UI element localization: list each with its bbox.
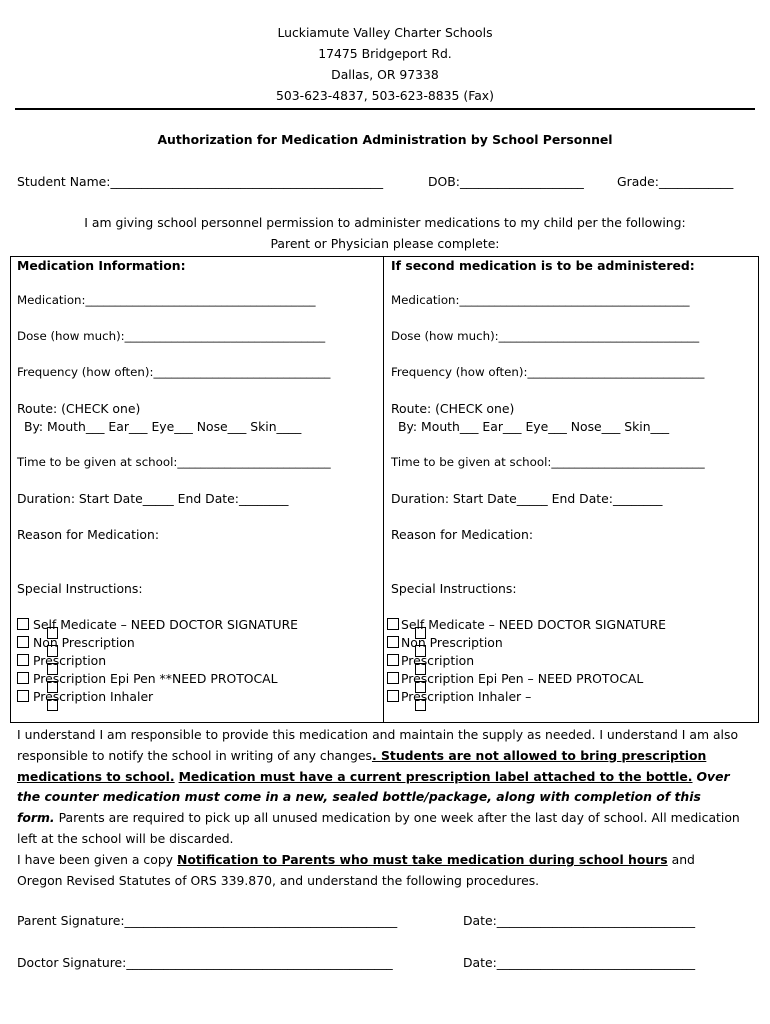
- left-option-non-prescription[interactable]: [17, 635, 135, 650]
- dob-field[interactable]: DOB:____________________: [428, 174, 584, 189]
- right-option-self-medicate[interactable]: [387, 617, 666, 632]
- right-option-inhaler[interactable]: [387, 689, 531, 704]
- left-dose-field[interactable]: Dose (how much):__________________________________: [17, 329, 326, 343]
- table-column-divider: [383, 256, 384, 723]
- copy-notice-text-3: and Oregon Revised Statutes of ORS 339.870, and understand the following procedures.: [17, 852, 695, 888]
- checkbox-icon[interactable]: [47, 681, 58, 693]
- option-label: Non Prescription: [33, 635, 135, 650]
- doctor-date-field[interactable]: Date:________________________________: [463, 955, 696, 970]
- left-option-self-medicate[interactable]: [17, 617, 298, 632]
- right-special-instructions-label: Special Instructions:: [391, 581, 517, 596]
- left-frequency-field[interactable]: Frequency (how often):______________________________: [17, 365, 331, 379]
- right-route-label: Route: (CHECK one): [391, 401, 515, 416]
- option-label: Prescription Inhaler –: [401, 689, 532, 704]
- doctor-signature-field[interactable]: Doctor Signature:___________________________________________: [17, 955, 393, 970]
- checkbox-icon[interactable]: [47, 699, 58, 711]
- checkbox-icon[interactable]: [387, 618, 399, 630]
- right-heading: If second medication is to be administered:: [391, 258, 695, 273]
- option-label: Prescription Epi Pen **NEED PROTOCAL: [33, 671, 278, 686]
- checkbox-icon[interactable]: [415, 627, 426, 639]
- left-option-prescription[interactable]: [17, 653, 106, 668]
- form-title: Authorization for Medication Administration by School Personnel: [157, 132, 613, 147]
- checkbox-icon[interactable]: [17, 654, 29, 666]
- responsibility-text-5: Parents are required to pick up all unused medication by one week after the last day of school. All medication left at the school will be discarded.: [17, 810, 740, 846]
- left-option-inhaler[interactable]: [17, 689, 153, 704]
- option-label: Self Medicate – NEED DOCTOR SIGNATURE: [401, 617, 667, 632]
- left-duration-field[interactable]: Duration: Start Date_____ End Date:________: [17, 491, 289, 506]
- option-label: Prescription: [401, 653, 475, 668]
- responsibility-text-2: . Students are not allowed to bring prescription medications to school.: [17, 747, 707, 784]
- checkbox-icon[interactable]: [47, 645, 58, 657]
- checkbox-icon[interactable]: [17, 636, 29, 648]
- medication-table: [10, 256, 759, 723]
- checkbox-icon[interactable]: [415, 645, 426, 657]
- option-label: Non Prescription: [401, 635, 503, 650]
- grade-field[interactable]: Grade:____________: [617, 174, 734, 189]
- responsibility-paragraph: [17, 725, 742, 850]
- responsibility-text-4: Over the counter medication must come in a new, sealed bottle/package, along with completion of this form.: [17, 768, 730, 826]
- left-special-instructions-label: Special Instructions:: [17, 581, 143, 596]
- copy-notice-paragraph: [17, 850, 742, 892]
- right-time-field[interactable]: Time to be given at school:__________________________: [391, 455, 705, 469]
- left-route-options[interactable]: By: Mouth___ Ear___ Eye___ Nose___ Skin____: [24, 419, 302, 434]
- checkbox-icon[interactable]: [415, 681, 426, 693]
- right-option-non-prescription[interactable]: [387, 635, 503, 650]
- left-time-field[interactable]: Time to be given at school:__________________________: [17, 455, 331, 469]
- checkbox-icon[interactable]: [387, 636, 399, 648]
- left-reason-label: Reason for Medication:: [17, 527, 160, 542]
- school-name: Luckiamute Valley Charter Schools: [277, 25, 493, 40]
- parent-signature-field[interactable]: Parent Signature:____________________________________________: [17, 913, 398, 928]
- notification-link[interactable]: Notification to Parents who must take medication during school hours: [176, 852, 668, 867]
- right-reason-label: Reason for Medication:: [391, 527, 534, 542]
- copy-notice-text-1: I have been given a copy: [17, 852, 177, 867]
- checkbox-icon[interactable]: [47, 627, 58, 639]
- right-option-prescription[interactable]: [387, 653, 474, 668]
- option-label: Prescription Epi Pen – NEED PROTOCAL: [401, 671, 644, 686]
- header-divider: [15, 108, 755, 110]
- left-medication-field[interactable]: Medication:_______________________________________: [17, 293, 316, 307]
- checkbox-icon[interactable]: [17, 618, 29, 630]
- school-phone: 503-623-4837, 503-623-8835 (Fax): [276, 88, 494, 103]
- checkbox-icon[interactable]: [387, 672, 399, 684]
- option-label: Self Medicate – NEED DOCTOR SIGNATURE: [33, 617, 299, 632]
- school-address-line2: Dallas, OR 97338: [331, 67, 439, 82]
- student-name-field[interactable]: Student Name:____________________________________________: [17, 174, 384, 189]
- checkbox-icon[interactable]: [17, 690, 29, 702]
- left-route-label: Route: (CHECK one): [17, 401, 141, 416]
- permission-statement: I am giving school personnel permission to administer medications to my child per the following:: [84, 215, 686, 230]
- responsibility-text-3: Medication must have a current prescription label attached to the bottle.: [178, 768, 693, 784]
- right-frequency-field[interactable]: Frequency (how often):______________________________: [391, 365, 705, 379]
- right-medication-field[interactable]: Medication:_______________________________________: [391, 293, 690, 307]
- right-dose-field[interactable]: Dose (how much):__________________________________: [391, 329, 700, 343]
- option-label: Prescription: [33, 653, 107, 668]
- checkbox-icon[interactable]: [47, 663, 58, 675]
- parent-date-field[interactable]: Date:________________________________: [463, 913, 696, 928]
- checkbox-icon[interactable]: [415, 699, 426, 711]
- checkbox-icon[interactable]: [387, 654, 399, 666]
- checkbox-icon[interactable]: [387, 690, 399, 702]
- checkbox-icon[interactable]: [415, 663, 426, 675]
- right-duration-field[interactable]: Duration: Start Date_____ End Date:________: [391, 491, 663, 506]
- left-heading: Medication Information:: [17, 258, 186, 273]
- responsibility-text-1: I understand I am responsible to provide this medication and maintain the supply as needed. I understand I am also responsible to notify the school in writing of any changes: [17, 727, 739, 763]
- checkbox-icon[interactable]: [17, 672, 29, 684]
- completion-instruction: Parent or Physician please complete:: [270, 236, 500, 251]
- option-label: Prescription Inhaler: [33, 689, 154, 704]
- right-route-options[interactable]: By: Mouth___ Ear___ Eye___ Nose___ Skin___: [398, 419, 670, 434]
- school-address-line1: 17475 Bridgeport Rd.: [318, 46, 452, 61]
